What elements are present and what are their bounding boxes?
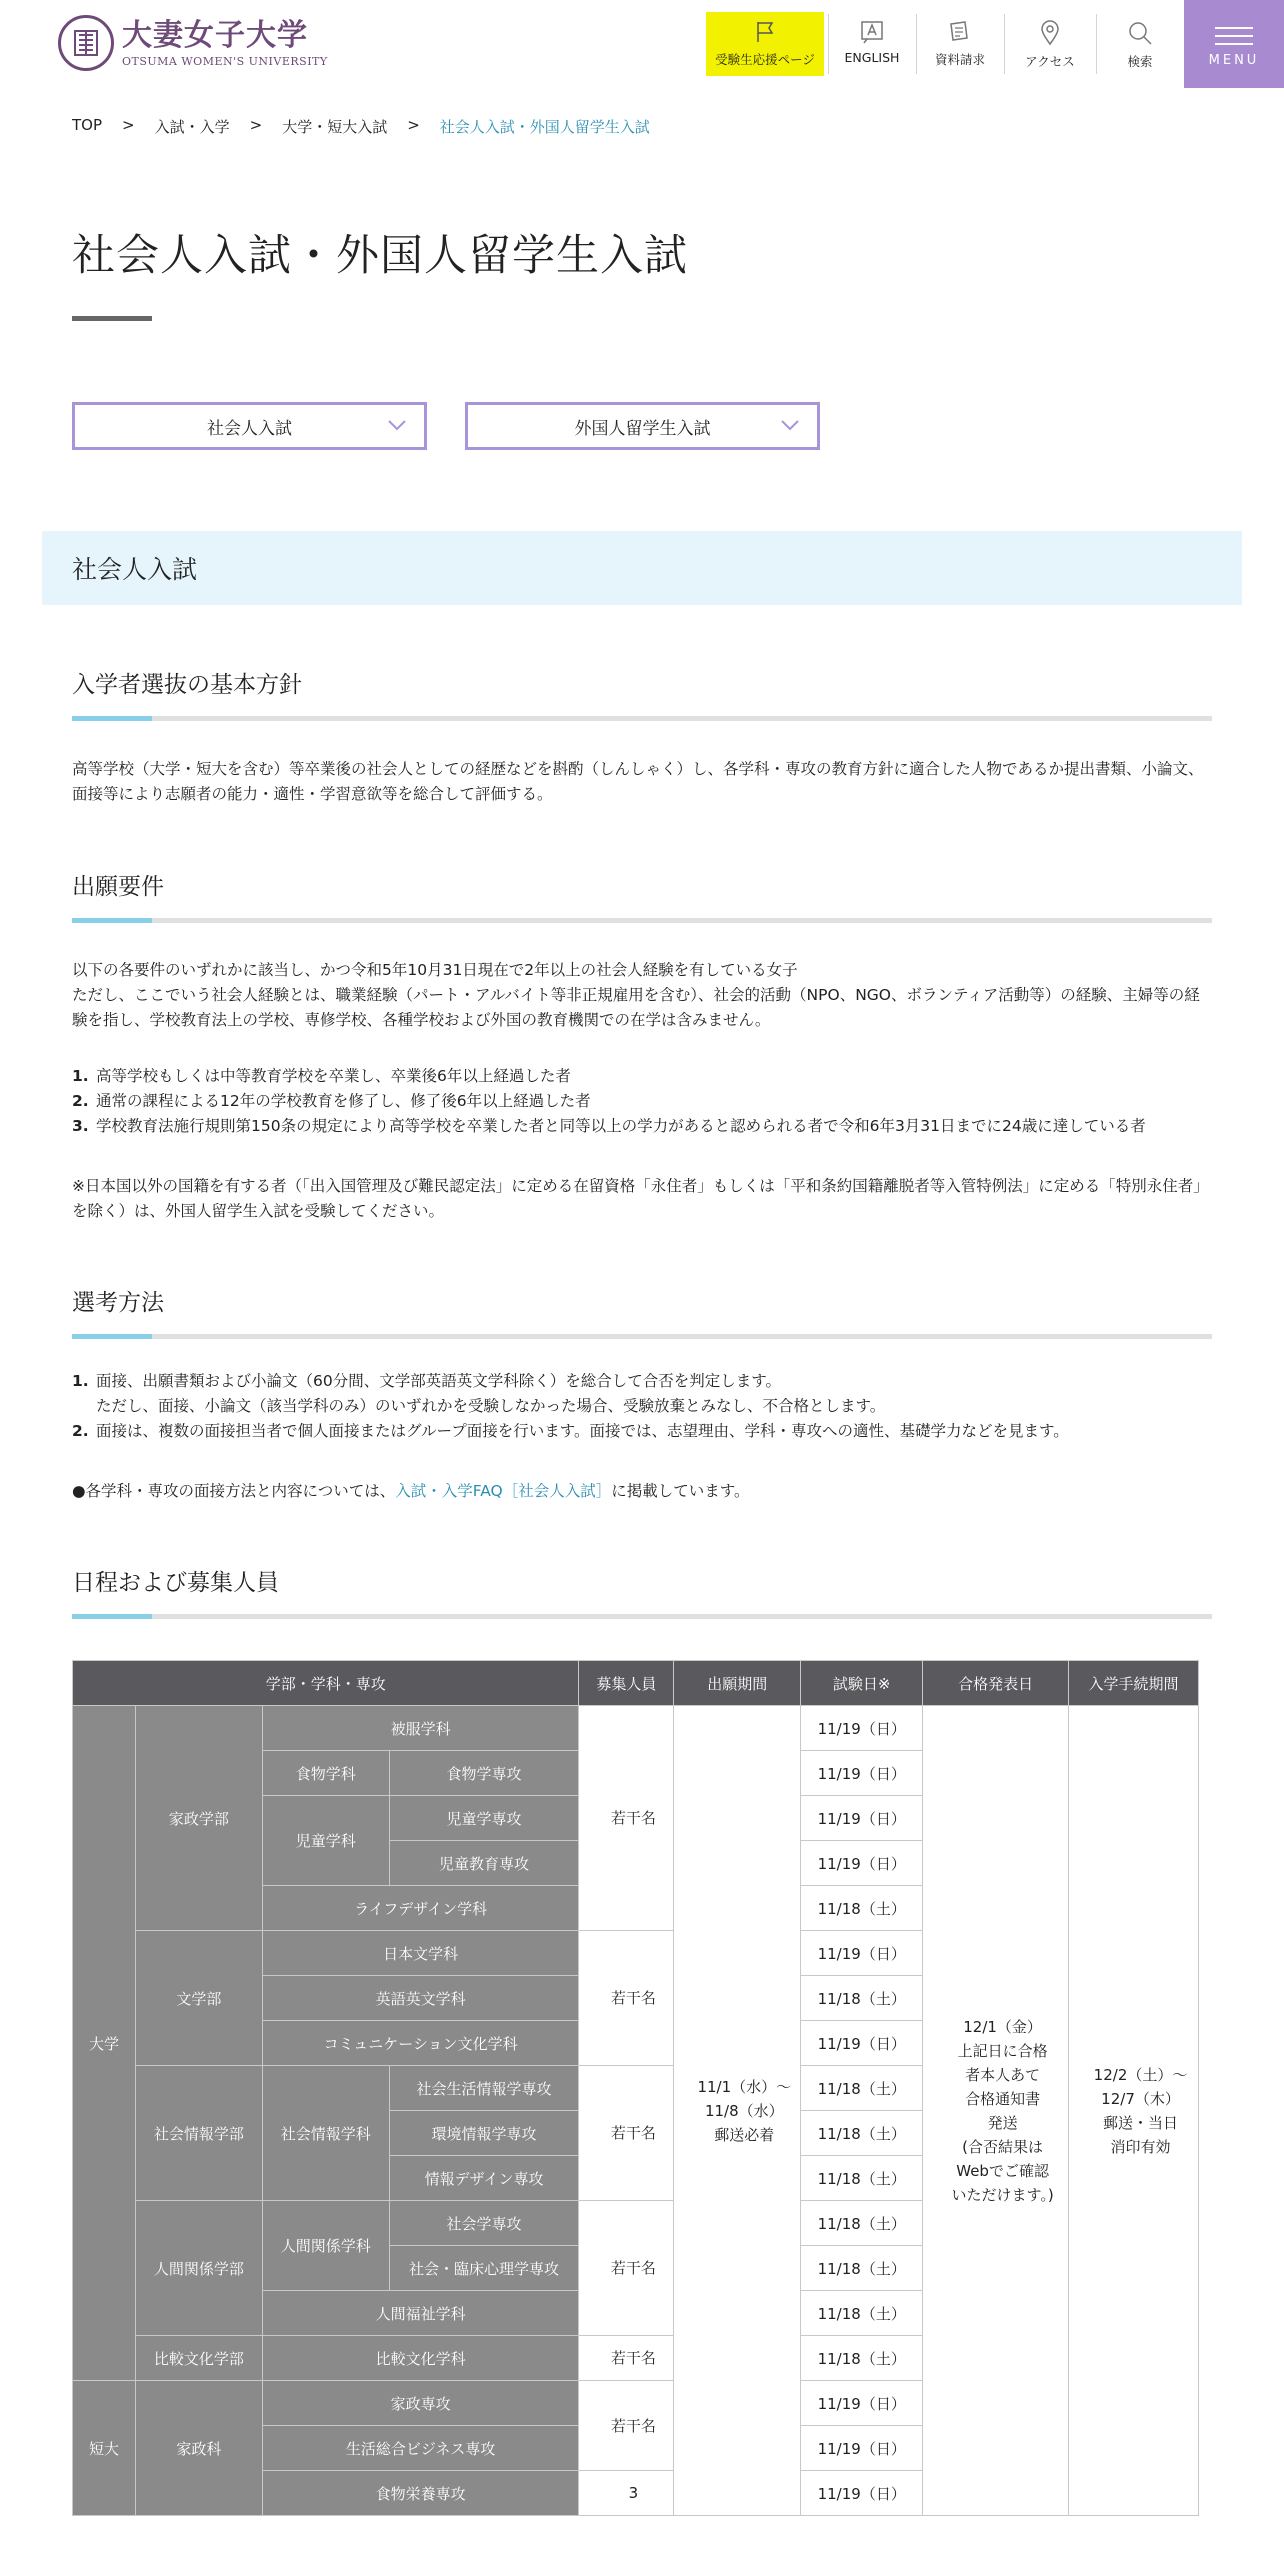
heading-underline	[72, 918, 1212, 923]
logo-en-text: OTSUMA WOMEN'S UNIVERSITY	[122, 54, 328, 68]
nav-access[interactable]	[1008, 12, 1092, 70]
requirement-3: 学校教育法施行規則第150条の規定により高等学校を卒業した者と同等以上の学力があると認められる者で令和6年3月31日までに24歳に達している者	[96, 1117, 1146, 1135]
nav-divider	[1004, 14, 1005, 74]
nav-divider	[916, 14, 917, 74]
faculty-cell: 家政科	[135, 2381, 262, 2516]
major-cell: 児童教育専攻	[389, 1841, 579, 1886]
page-title: 社会人入試・外国人留学生入試	[72, 231, 688, 281]
logo-jp-text: 大妻女子大学	[122, 17, 308, 53]
schedule-table	[72, 1660, 1199, 2516]
dept-cell: 日本文学科	[262, 1931, 579, 1976]
dept-cell: 比較文化学科	[262, 2336, 579, 2381]
requirements-list	[72, 1064, 1212, 1139]
selector-international[interactable]	[465, 402, 820, 450]
selector-working-adult-label: 社会人入試	[207, 418, 292, 439]
result-line: 合格通知書	[965, 2089, 1041, 2108]
result-line: いただけます。)	[951, 2185, 1054, 2204]
search-icon	[1127, 20, 1153, 46]
exam-date-cell: 11/19（日）	[801, 1706, 923, 1751]
policy-heading: 入学者選抜の基本方針	[72, 672, 302, 698]
exam-date-cell: 11/18（土）	[801, 1976, 923, 2021]
result-line: 上記日に合格	[957, 2041, 1048, 2060]
breadcrumb-separator: >	[122, 116, 135, 134]
result-line: Webでご確認	[956, 2161, 1049, 2180]
faculty-cell: 文学部	[135, 1931, 262, 2066]
list-item: 2. 面接は、複数の面接担当者で個人面接またはグループ面接を行います。面接では、志望理由、学科・専攻への適性、基礎学力などを見ます。	[72, 1419, 1212, 1444]
hamburger-icon	[1215, 21, 1253, 51]
nav-brochure[interactable]	[920, 12, 1000, 68]
requirements-heading: 出願要件	[72, 874, 164, 900]
faculty-cell: 社会情報学部	[135, 2066, 262, 2201]
exam-date-cell: 11/19（日）	[801, 1796, 923, 1841]
period-line: 郵送必着	[714, 2125, 775, 2144]
result-line: (合否結果は	[962, 2137, 1044, 2156]
dept-cell: 被服学科	[262, 1706, 579, 1751]
title-underline	[72, 316, 152, 321]
selection-1a: 面接、出願書類および小論文（60分間、文学部英語英文学科除く）を総合して合否を判定します。	[96, 1372, 781, 1390]
dept-cell: コミュニケーション文化学科	[262, 2021, 579, 2066]
dept-cell: 社会情報学科	[262, 2066, 389, 2201]
col-header-dept: 学部・学科・専攻	[73, 1661, 579, 1706]
table-row	[73, 1706, 1199, 1751]
selection-list	[72, 1369, 1212, 1444]
capacity-cell: 若干名	[579, 2066, 674, 2201]
dept-cell: 英語英文学科	[262, 1976, 579, 2021]
period-line: 11/1（水）～	[697, 2077, 792, 2096]
faq-prefix: ●各学科・専攻の面接方法と内容については、	[72, 1482, 396, 1500]
requirement-2: 通常の課程による12年の学校教育を修了し、修了後6年以上経過した者	[96, 1092, 591, 1110]
exam-date-cell: 11/19（日）	[801, 2471, 923, 2516]
faculty-cell: 比較文化学部	[135, 2336, 262, 2381]
capacity-cell: 若干名	[579, 1931, 674, 2066]
selection-2: 面接は、複数の面接担当者で個人面接またはグループ面接を行います。面接では、志望理由、学科・専攻への適性、基礎学力などを見ます。	[96, 1422, 1069, 1440]
schedule-heading: 日程および募集人員	[72, 1570, 279, 1596]
exam-date-cell: 11/19（日）	[801, 1931, 923, 1976]
col-header-result-date: 合格発表日	[923, 1661, 1069, 1706]
breadcrumb-separator: >	[407, 116, 420, 134]
selector-international-label: 外国人留学生入試	[574, 418, 711, 439]
exam-date-cell: 11/18（土）	[801, 2156, 923, 2201]
menu-label: MENU	[1208, 52, 1260, 68]
result-line: 者本人あて	[965, 2065, 1041, 2084]
section-title: 社会人入試	[72, 555, 198, 584]
capacity-cell: 若干名	[579, 2336, 674, 2381]
chevron-down-icon	[779, 414, 801, 436]
heading-underline	[72, 716, 1212, 721]
list-item: 2. 通常の課程による12年の学校教育を修了し、修了後6年以上経過した者	[72, 1089, 1212, 1114]
nav-access-label: アクセス	[1025, 54, 1075, 69]
univ-cell: 大学	[73, 1706, 136, 2381]
selection-1b: ただし、面接、小論文（該当学科のみ）のいずれかを受験しなかった場合、受験放棄とみなし、不合格とします。	[96, 1397, 886, 1415]
result-date-cell	[923, 1706, 1069, 2516]
dept-cell: 人間福祉学科	[262, 2291, 579, 2336]
english-icon	[859, 20, 885, 44]
capacity-cell: 若干名	[579, 2381, 674, 2471]
procedure-line: 12/7（木）	[1101, 2089, 1180, 2108]
major-cell: 社会・臨床心理学専攻	[389, 2246, 579, 2291]
capacity-cell: 若干名	[579, 2201, 674, 2336]
requirements-intro-2: ただし、ここでいう社会人経験とは、職業経験（パート・アルバイト等非正規雇用を含む）、社会的活動（NPO、NGO、ボランティア活動等）の経験、主婦等の経験を指し、学校教育法上の学校、専修学校、各種学校および外国の教育機関での在学は含みません。	[72, 986, 1200, 1029]
exam-date-cell: 11/19（日）	[801, 1751, 923, 1796]
section-heading-band	[42, 531, 1242, 605]
nav-support-page[interactable]	[706, 12, 824, 76]
exam-date-cell: 11/19（日）	[801, 2426, 923, 2471]
faculty-cell: 人間関係学部	[135, 2201, 262, 2336]
heading-underline	[72, 1334, 1212, 1339]
nav-divider	[828, 14, 829, 74]
site-header	[0, 0, 1284, 88]
requirements-note: ※日本国以外の国籍を有する者（「出入国管理及び難民認定法」に定める在留資格「永住者」もしくは「平和条約国籍離脱者等入管特例法」に定める「特別永住者」を除く）は、外国人留学生入試を受験してください。	[72, 1177, 1209, 1220]
result-line: 12/1（金）	[963, 2017, 1042, 2036]
nav-support-label: 受験生応援ページ	[715, 52, 815, 67]
breadcrumb-admission[interactable]: 入試・入学	[154, 118, 230, 136]
university-logo[interactable]	[58, 15, 328, 71]
procedure-cell	[1069, 1706, 1199, 2516]
selection-heading: 選考方法	[72, 1290, 164, 1316]
faq-line	[72, 1479, 1212, 1504]
heading-underline	[72, 1614, 1212, 1619]
dept-cell: 児童学科	[262, 1796, 389, 1886]
exam-date-cell: 11/18（土）	[801, 2111, 923, 2156]
dept-cell: 人間関係学科	[262, 2201, 389, 2291]
exam-date-cell: 11/18（土）	[801, 2291, 923, 2336]
policy-text: 高等学校（大学・短大を含む）等卒業後の社会人としての経歴などを斟酌（しんしゃく）し、各学科・専攻の教育方針に適合した人物であるか提出書類、小論文、面接等により志願者の能力・適性・学習意欲等を総合して評価する。	[72, 760, 1204, 803]
exam-date-cell: 11/19（日）	[801, 1841, 923, 1886]
exam-date-cell: 11/18（土）	[801, 2201, 923, 2246]
flag-icon	[754, 20, 776, 44]
chevron-down-icon	[386, 414, 408, 436]
col-header-procedure: 入学手続期間	[1069, 1661, 1199, 1706]
exam-date-cell: 11/18（土）	[801, 2336, 923, 2381]
requirements-intro	[72, 958, 1212, 1033]
major-cell: 情報デザイン専攻	[389, 2156, 579, 2201]
col-header-exam-date: 試験日※	[801, 1661, 923, 1706]
requirement-1: 高等学校もしくは中等教育学校を卒業し、卒業後6年以上経過した者	[96, 1067, 571, 1085]
nav-english-label: ENGLISH	[844, 50, 900, 65]
capacity-cell: 若干名	[579, 1706, 674, 1931]
crest-icon	[58, 15, 114, 71]
map-pin-icon	[1039, 20, 1061, 46]
breadcrumb-univ-exam[interactable]: 大学・短大入試	[282, 118, 388, 136]
major-cell: 児童学専攻	[389, 1796, 579, 1841]
major-cell: 環境情報学専攻	[389, 2111, 579, 2156]
period-cell	[674, 1706, 801, 2516]
major-cell: 生活総合ビジネス専攻	[262, 2426, 579, 2471]
nav-search[interactable]	[1100, 12, 1180, 70]
nav-brochure-label: 資料請求	[934, 52, 985, 67]
nav-search-label: 検索	[1127, 54, 1153, 69]
major-cell: 食物学専攻	[389, 1751, 579, 1796]
exam-date-cell: 11/18（土）	[801, 2246, 923, 2291]
list-item: 1. 高等学校もしくは中等教育学校を卒業し、卒業後6年以上経過した者	[72, 1064, 1212, 1089]
nav-english[interactable]	[832, 12, 912, 65]
procedure-line: 12/2（土）～	[1093, 2065, 1188, 2084]
major-cell: 食物栄養専攻	[262, 2471, 579, 2516]
col-header-capacity: 募集人員	[579, 1661, 674, 1706]
selector-working-adult[interactable]	[72, 402, 427, 450]
faq-suffix: に掲載しています。	[611, 1482, 750, 1500]
breadcrumb-current: 社会人入試・外国人留学生入試	[439, 118, 650, 136]
procedure-line: 郵送・当日	[1103, 2113, 1179, 2132]
breadcrumb-separator: >	[249, 116, 263, 134]
nav-divider	[1096, 14, 1097, 74]
major-cell: 家政専攻	[262, 2381, 579, 2426]
document-icon	[947, 20, 973, 44]
junior-college-cell: 短大	[73, 2381, 136, 2516]
list-item: 3. 学校教育法施行規則第150条の規定により高等学校を卒業した者と同等以上の学力があると認められる者で令和6年3月31日までに24歳に達している者	[72, 1114, 1212, 1139]
major-cell: 社会生活情報学専攻	[389, 2066, 579, 2111]
menu-button[interactable]	[1184, 0, 1284, 88]
exam-date-cell: 11/19（日）	[801, 2381, 923, 2426]
exam-date-cell: 11/19（日）	[801, 2021, 923, 2066]
requirements-intro-1: 以下の各要件のいずれかに該当し、かつ令和5年10月31日現在で2年以上の社会人経験を有している女子	[72, 961, 798, 979]
table-header-row	[73, 1661, 1199, 1706]
faq-link[interactable]: 入試・入学FAQ［社会人入試］	[395, 1482, 612, 1500]
exam-date-cell: 11/18（土）	[801, 2066, 923, 2111]
faculty-cell: 家政学部	[135, 1706, 262, 1931]
list-item: 1. 面接、出願書類および小論文（60分間、文学部英語英文学科除く）を総合して合否を判定します。 ただし、面接、小論文（該当学科のみ）のいずれかを受験しなかった場合、受験放棄とみなし、不合格とします。	[72, 1372, 886, 1415]
exam-date-cell: 11/18（土）	[801, 1886, 923, 1931]
capacity-cell: 3	[579, 2471, 674, 2516]
breadcrumb-top[interactable]: TOP	[72, 116, 103, 134]
dept-cell: ライフデザイン学科	[262, 1886, 579, 1931]
period-line: 11/8（水）	[704, 2101, 784, 2120]
result-line: 発送	[987, 2113, 1018, 2132]
dept-cell: 食物学科	[262, 1751, 389, 1796]
procedure-line: 消印有効	[1110, 2137, 1171, 2156]
breadcrumb	[72, 116, 670, 137]
major-cell: 社会学専攻	[389, 2201, 579, 2246]
col-header-period: 出願期間	[674, 1661, 801, 1706]
